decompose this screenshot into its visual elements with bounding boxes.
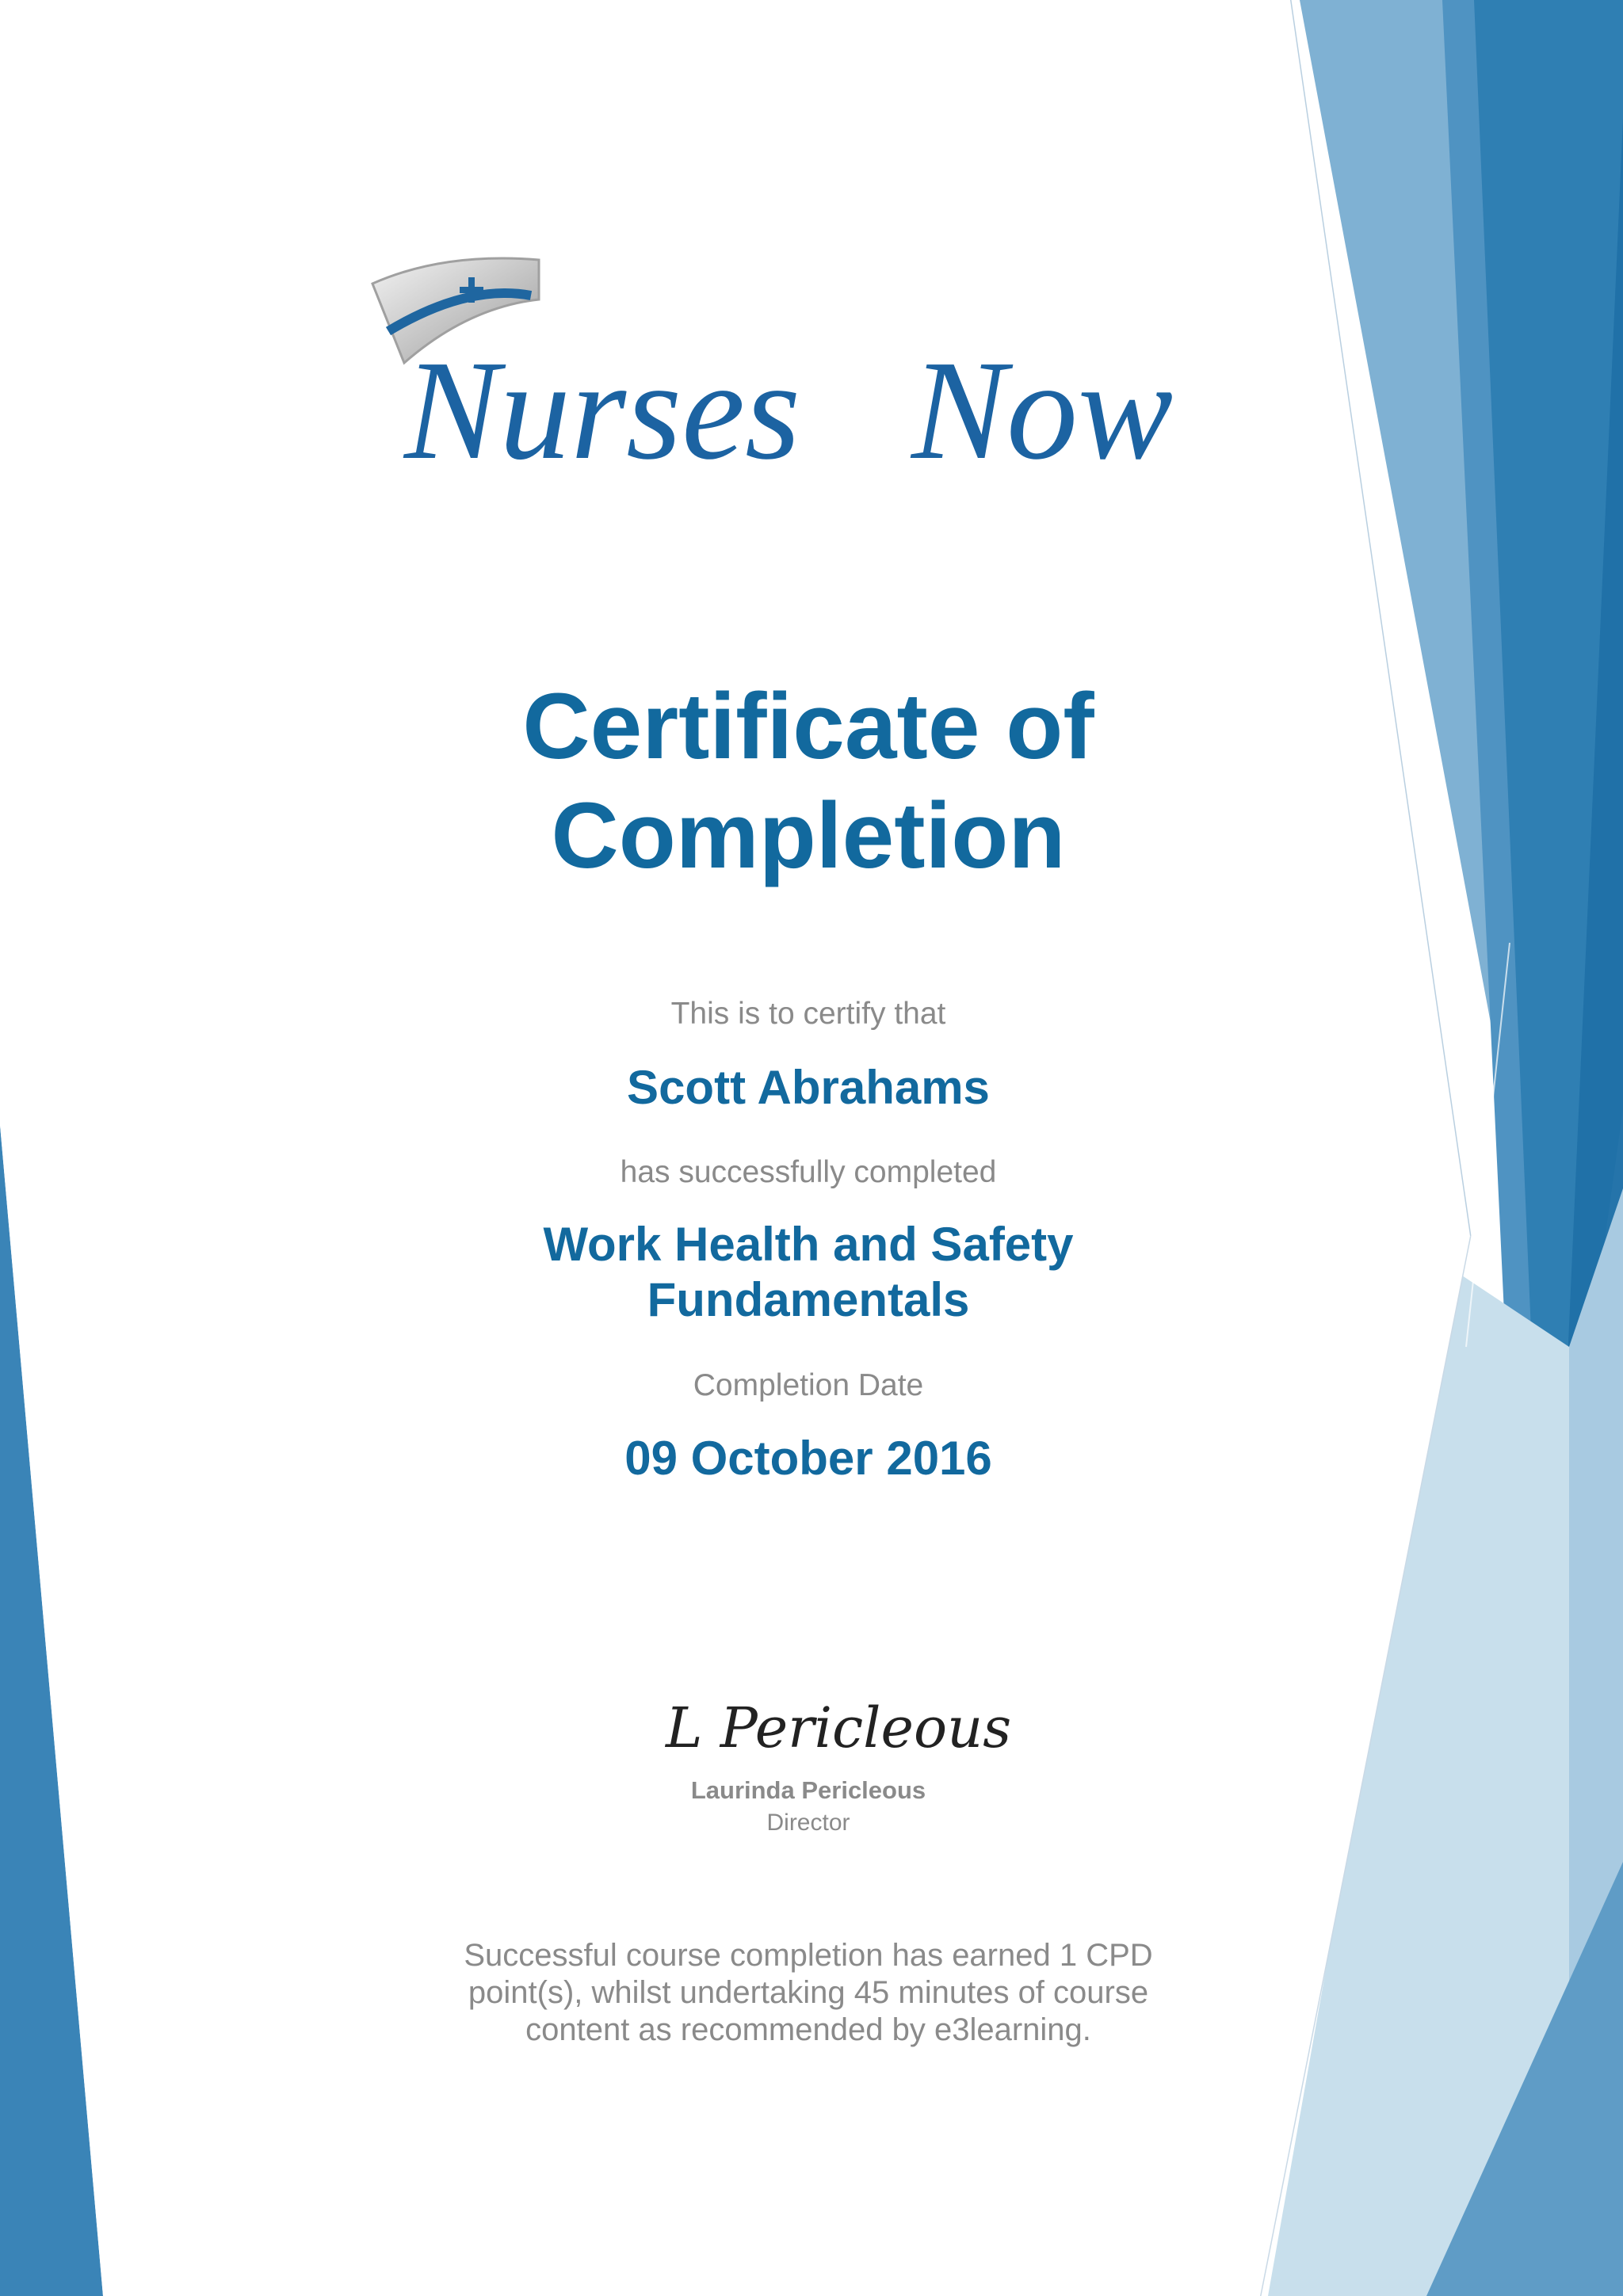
footnote-line-2: point(s), whilst undertaking 45 minutes of course [468, 1975, 1149, 2010]
footnote-line-3: content as recommended by e3learning. [525, 2012, 1091, 2047]
logo-text-now: Now [911, 331, 1174, 489]
certify-label: This is to certify that [670, 997, 946, 1031]
completion-date: 09 October 2016 [624, 1432, 992, 1485]
handwritten-signature [658, 1680, 1012, 1775]
course-line-1: Work Health and Safety [543, 1218, 1074, 1271]
recipient-name: Scott Abrahams [627, 1061, 990, 1114]
cpd-footnote [412, 1937, 1205, 2049]
title-line-1: Certificate of [522, 674, 1094, 779]
title-line-2: Completion [551, 784, 1066, 888]
course-line-2: Fundamentals [647, 1273, 970, 1326]
signer-name: Laurinda Pericleous [690, 1776, 926, 1804]
certificate-title [333, 672, 1284, 891]
completion-date-label: Completion Date [693, 1368, 924, 1402]
logo-text-nurses: Nurses [404, 331, 801, 489]
svg-text:L Pericleous: L Pericleous [666, 1695, 1012, 1760]
signer-role: Director [766, 1810, 850, 1836]
course-title [333, 1217, 1284, 1328]
completed-label: has successfully completed [620, 1155, 997, 1189]
footnote-line-1: Successful course completion has earned 1 CPD [464, 1938, 1153, 1973]
nurses-now-logo [372, 252, 1284, 489]
